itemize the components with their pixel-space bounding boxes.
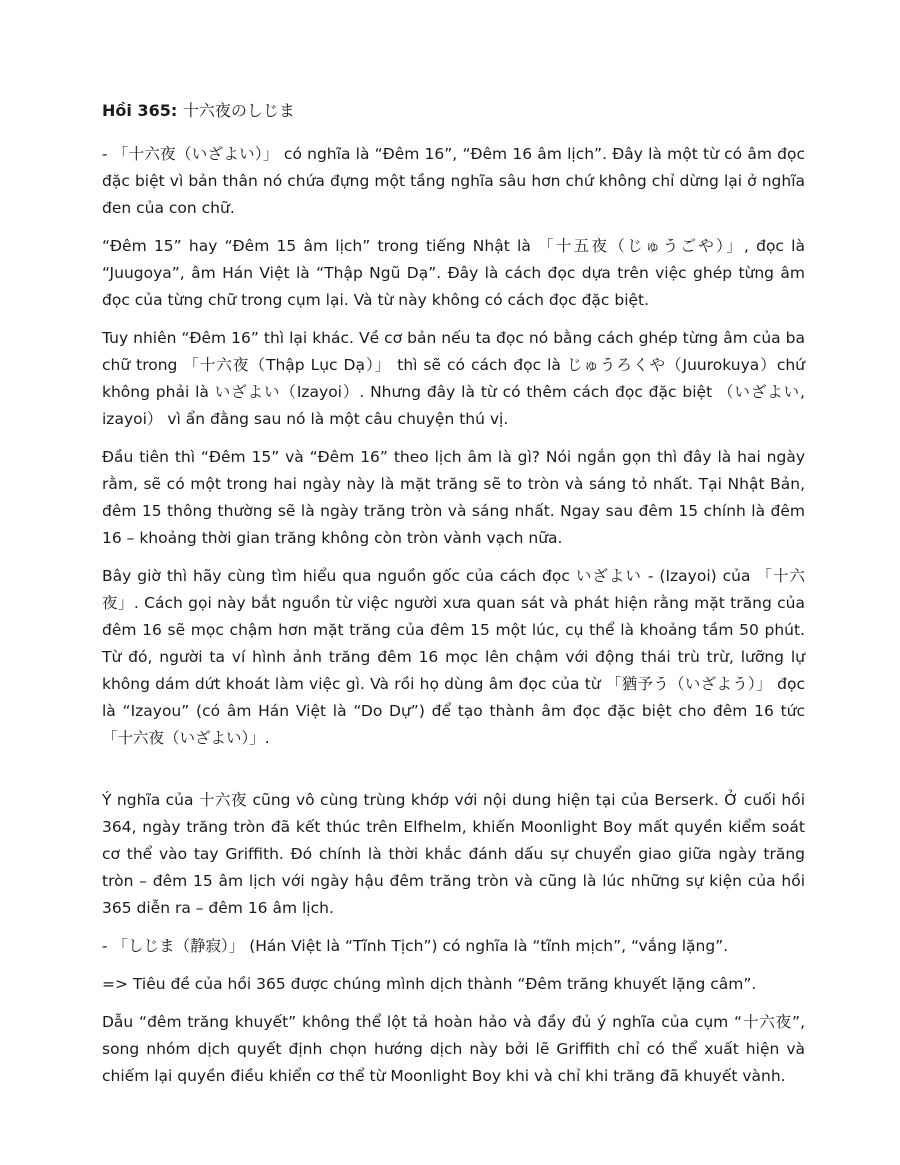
paragraph-night16-special-reading: Tuy nhiên “Đêm 16” thì lại khác. Về cơ bản nếu ta đọc nó bằng cách ghép từng âm của ba chữ trong 「十六夜（Thập Lục Dạ）」 thì sẽ có cách đọc là じゅうろくや（Juurokuya）chứ không phải là いざよい（Izayoi）. Nhưng đây là từ có thêm cách đọc đặc biệt （いざよい, izayoi） vì ẩn đằng sau nó là một câu chuyện thú vị. — [102, 329, 805, 428]
blank-line-spacer — [102, 763, 805, 787]
paragraph-translated-title: => Tiêu đề của hồi 365 được chúng mình dịch thành “Đêm trăng khuyết lặng câm”. — [102, 975, 757, 993]
paragraph-lunar-calendar-explanation: Đầu tiên thì “Đêm 15” và “Đêm 16” theo lịch âm là gì? Nói ngắn gọn thì đây là hai ngày rằm, sẽ có một trong hai ngày này là mặt trăng sẽ to tròn và sáng tỏ nhất. Tại Nhật Bản, đêm 15 thông thường sẽ là ngày trăng tròn và sáng nhất. Ngay sau đêm 15 chính là đêm 16 – khoảng thời gian trăng không còn tròn vành vạch nữa. — [102, 448, 805, 547]
paragraph-translation-reasoning: Dẫu “đêm trăng khuyết” không thể lột tả hoàn hảo và đầy đủ ý nghĩa của cụm “十六夜”, song nhóm dịch quyết định chọn hướng dịch này bởi lẽ Griffith chỉ có thể xuất hiện và chiếm lại quyền điều khiển cơ thể từ Moonlight Boy khi và chỉ khi trăng đã khuyết vành. — [102, 1013, 805, 1085]
document-body — [102, 141, 805, 1090]
page-title — [102, 97, 805, 124]
paragraph-izayoi-origin: Bây giờ thì hãy cùng tìm hiểu qua nguồn gốc của cách đọc いざよい - (Izayoi) của 「十六夜」. Cách gọi này bắt nguồn từ việc người xưa quan sát và phát hiện rằng mặt trăng của đêm 16 sẽ mọc chậm hơn mặt trăng của đêm 15 một lúc, cụ thể là khoảng tầm 50 phút. Từ đó, người ta ví hình ảnh trăng đêm 16 mọc lên chậm với động thái trù trừ, lưỡng lự không dám dứt khoát làm việc gì. Và rồi họ dùng âm đọc của từ 「猶予う（いざよう）」 đọc là “Izayou” (có âm Hán Việt là “Do Dự”) để tạo thành âm đọc đặc biệt cho đêm 16 tức 「十六夜（いざよい）」. — [102, 567, 805, 747]
paragraph-izayoi-definition: - 「十六夜（いざよい）」 có nghĩa là “Đêm 16”, “Đêm 16 âm lịch”. Đây là một từ có âm đọc đặc biệt vì bản thân nó chứa đựng một tầng nghĩa sâu hơn chứ không chỉ dừng lại ở nghĩa đen của con chữ. — [102, 145, 805, 217]
paragraph-juugoya-night15: “Đêm 15” hay “Đêm 15 âm lịch” trong tiếng Nhật là 「十五夜（じゅうごや）」, đọc là “Juugoya”, âm Hán Việt là “Thập Ngũ Dạ”. Đây là cách đọc dựa trên việc ghép từng âm đọc của từng chữ trong cụm lại. Và từ này không có cách đọc đặc biệt. — [102, 237, 805, 309]
paragraph-shijima-definition: - 「しじま（静寂）」 (Hán Việt là “Tĩnh Tịch”) có nghĩa là “tĩnh mịch”, “vắng lặng”. — [102, 937, 729, 955]
chapter-name-japanese: 十六夜のしじま — [182, 101, 295, 120]
paragraph-berserk-connection: Ý nghĩa của 十六夜 cũng vô cùng trùng khớp với nội dung hiện tại của Berserk. Ở cuối hồi 364, ngày trăng tròn đã kết thúc trên Elfhelm, khiến Moonlight Boy mất quyền kiểm soát cơ thể vào tay Griffith. Đó chính là thời khắc đánh dấu sự chuyển giao giữa ngày trăng tròn – đêm 15 âm lịch với ngày hậu đêm trăng tròn và cũng là lúc những sự kiện của hồi 365 diễn ra – đêm 16 âm lịch. — [102, 791, 805, 917]
chapter-number-label: Hồi 365: — [102, 101, 178, 120]
